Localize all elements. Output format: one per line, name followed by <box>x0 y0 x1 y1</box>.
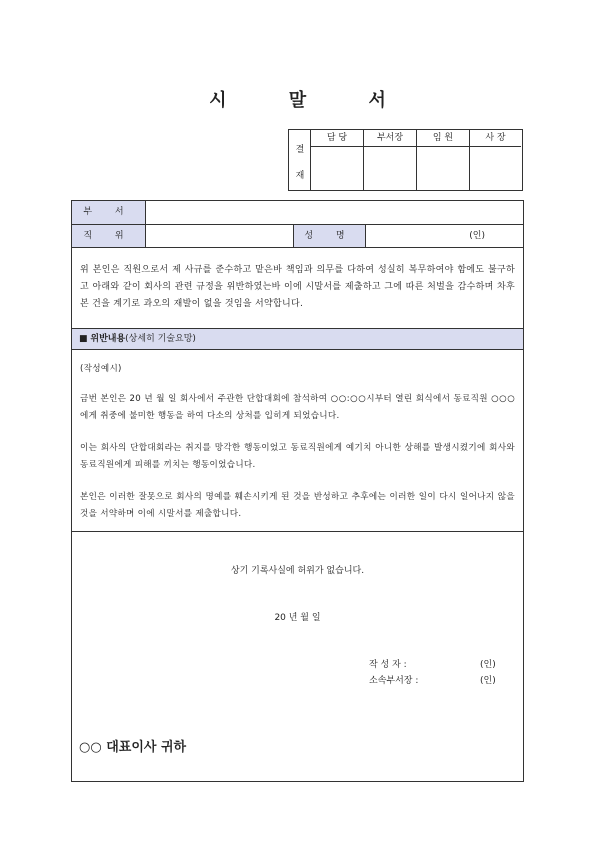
approval-col-staff <box>311 130 364 190</box>
approval-col-manager <box>364 130 417 190</box>
example-label: (작성예시) <box>80 364 122 374</box>
position-field[interactable] <box>146 225 294 247</box>
name-field[interactable] <box>366 225 523 247</box>
violation-header <box>72 329 523 350</box>
statement-form <box>71 200 524 782</box>
document-title: 시 말 서 <box>209 90 414 111</box>
violation-note: (상세히 기술요망) <box>125 334 196 344</box>
name-label: 성 명 <box>294 225 366 247</box>
violation-paragraph-1: 금번 본인은 20 년 월 일 회사에서 주관한 단합대회에 참석하여 ○○:○○시부터 열린 회식에서 동료직원 ○○○에게 취중에 불미한 행동을 하여 다소의 상처를 입히게 되었습니다. <box>80 394 515 421</box>
dept-head-label: 소속부서장 : <box>369 676 419 686</box>
dept-head-seal: (인) <box>480 676 496 686</box>
addressee: ○○ 대표이사 귀하 <box>79 740 187 755</box>
approval-label <box>289 130 311 190</box>
violation-paragraph-2: 이는 회사의 단합대회라는 취지를 망각한 행동이었고 동료직원에게 예기치 아니한 상해를 발생시켰기에 회사와 동료직원에게 피해를 끼치는 행동이었습니다. <box>80 443 515 470</box>
date-line: 20 년 월 일 <box>274 613 321 623</box>
dept-row <box>72 201 523 225</box>
approval-col-header: 부서장 <box>364 130 416 147</box>
writer-label: 작 성 자 : <box>369 660 407 670</box>
approval-label-bottom: 재 <box>295 171 305 181</box>
position-row <box>72 225 523 248</box>
confirm-text: 상기 기록사실에 허위가 없습니다. <box>230 566 365 576</box>
dept-label: 부 서 <box>72 201 146 224</box>
square-bullet-icon: ■ <box>79 334 88 344</box>
approval-col-executive <box>417 130 470 190</box>
approval-col-header: 임 원 <box>417 130 469 147</box>
violation-paragraph-3: 본인은 이러한 잘못으로 회사의 명예를 훼손시키게 된 것을 반성하고 추후에는 이러한 일이 다시 일어나지 않을 것을 서약하며 이에 시말서를 제출합니다. <box>80 492 515 519</box>
approval-col-header: 담 당 <box>311 130 363 147</box>
statement-text: 위 본인은 직원으로서 제 사규를 준수하고 맡은바 책임과 의무를 다하여 성실히 복무하여야 함에도 불구하고 아래와 같이 회사의 관련 규정을 위반하였는바 이에 시말서를 제출하고 그에 따른 처벌을 감수하며 차후 본 건을 계기로 과오의 재발이 없을 것임을 서약합니다. <box>80 265 515 309</box>
writer-seal: (인) <box>480 660 496 670</box>
approval-col-header: 사 장 <box>470 130 521 147</box>
dept-field[interactable] <box>146 201 523 224</box>
name-seal: (인) <box>469 231 485 241</box>
position-label: 직 위 <box>72 225 146 247</box>
approval-box <box>288 129 523 191</box>
violation-heading: 위반내용 <box>90 334 126 344</box>
approval-col-president <box>470 130 521 190</box>
approval-label-top: 결 <box>295 145 305 155</box>
